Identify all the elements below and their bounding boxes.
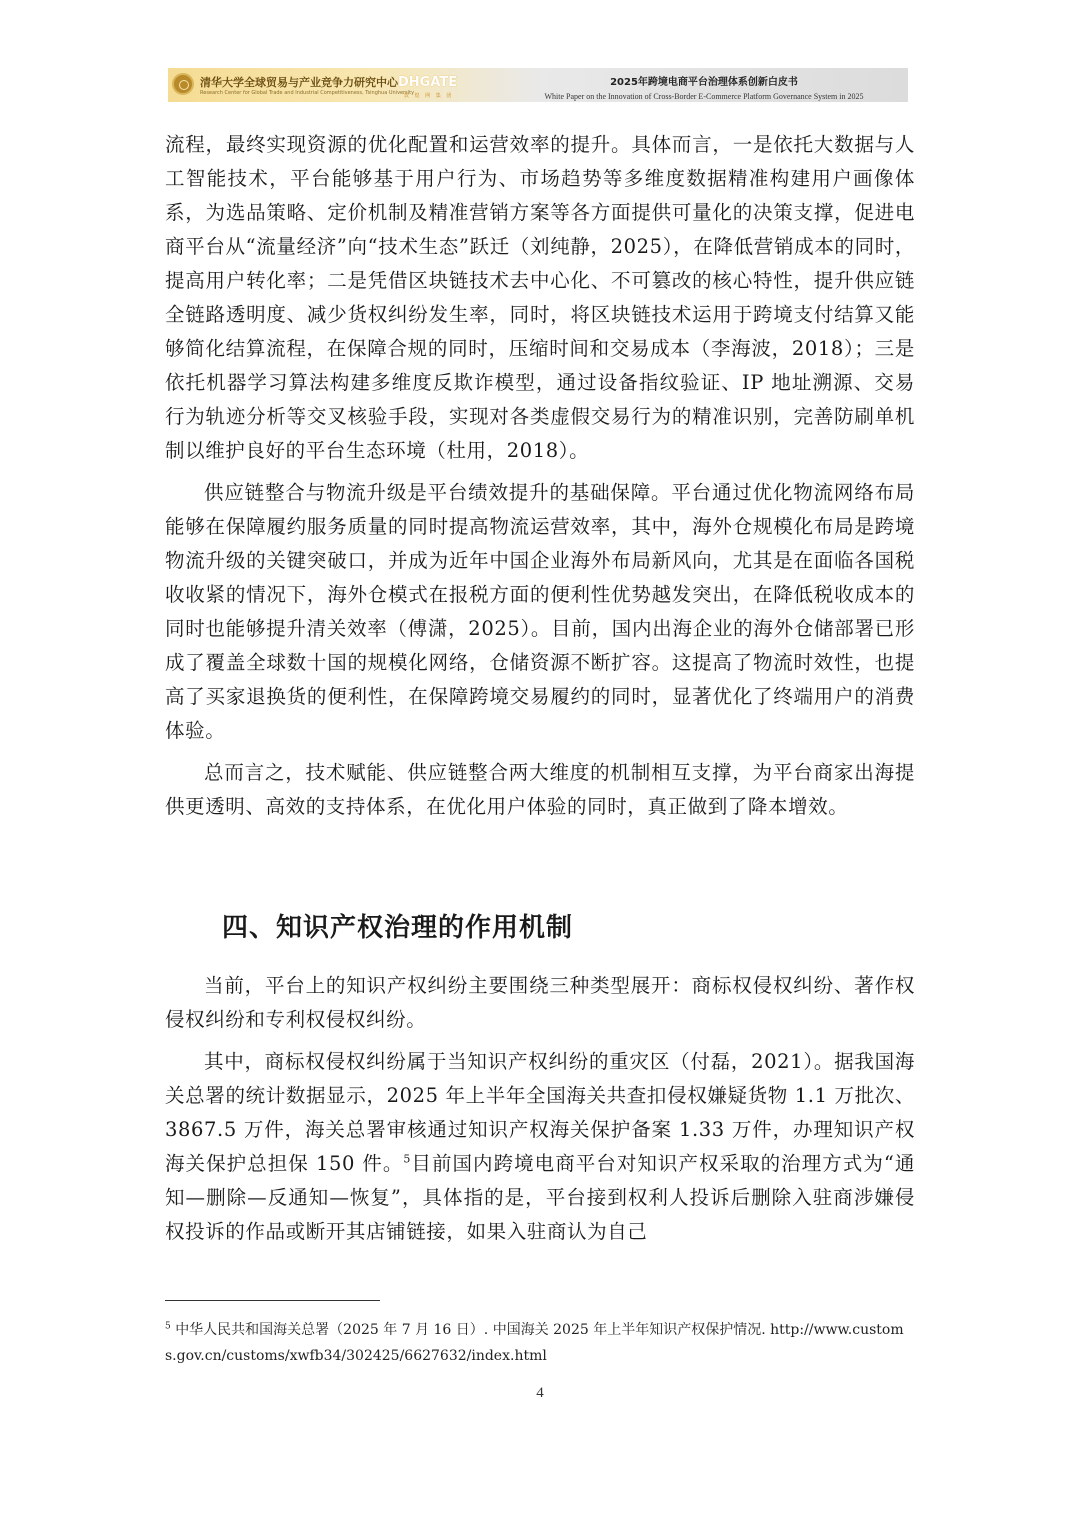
footnote [165,1317,910,1369]
paragraph-5-part-a: 其中，商标权侵权纠纷属于当知识产权纠纷的重灾区（付磊，2021）。据我国海关总署的统计数据显示，2025 年上半年全国海关共查扣侵权嫌疑货物 1.1 万批次、3867.5 万件，海关总署审核通过知识产权海关保护备案 1.33 万件，办理知识产权海关保护总担保 150 件。 [165,1050,915,1175]
paragraph-5 [165,1045,915,1249]
dhgate-subtitle: 敦 煌 网 集 团 [404,93,454,99]
university-seal-icon [172,73,194,95]
section-heading: 四、知识产权治理的作用机制 [222,913,574,943]
doc-title-en: White Paper on the Innovation of Cross-Border E-Commerce Platform Governance System in 2025 [544,92,864,101]
footnote-divider [165,1300,380,1301]
paragraph-2: 供应链整合与物流升级是平台绩效提升的基础保障。平台通过优化物流网络布局能够在保障履约服务质量的同时提高物流运营效率，其中，海外仓规模化布局是跨境物流升级的关键突破口，并成为近年中国企业海外布局新风向，尤其是在面临各国税收收紧的情况下，海外仓模式在报税方面的便利性优势越发突出，在降低税收成本的同时也能够提升清关效率（傅潇，2025）。目前，国内出海企业的海外仓储部署已形成了覆盖全球数十国的规模化网络，仓储资源不断扩容。这提高了物流时效性，也提高了买家退换货的便利性，在保障跨境交易履约的同时，显著优化了终端用户的消费体验。 [165,481,915,742]
org-subtitle: Research Center for Global Trade and Industrial Competitiveness, Tsinghua University [200,90,415,96]
main-content [165,128,915,824]
paragraph-1: 流程，最终实现资源的优化配置和运营效率的提升。具体而言，一是依托大数据与人工智能技术，平台能够基于用户行为、市场趋势等多维度数据精准构建用户画像体系，为选品策略、定价机制及精准营销方案等各方面提供可量化的决策支撑，促进电商平台从“流量经济”向“技术生态”跃迁（刘纯静，2025），在降低营销成本的同时，提高用户转化率；二是凭借区块链技术去中心化、不可篡改的核心特性，提升供应链全链路透明度、减少货权纠纷发生率，同时，将区块链技术运用于跨境支付结算又能够简化结算流程，在保障合规的同时，压缩时间和交易成本（李海波，2018）；三是依托机器学习算法构建多维度反欺诈模型，通过设备指纹验证、IP 地址溯源、交易行为轨迹分析等交叉核验手段，实现对各类虚假交易行为的精准识别，完善防刷单机制以维护良好的平台生态环境（杜用，2018）。 [165,133,915,462]
doc-title-cn: 2025年跨境电商平台治理体系创新白皮书 [610,77,798,88]
org-name: 清华大学全球贸易与产业竞争力研究中心 [200,76,398,89]
header-title-block [534,73,874,101]
paragraph-4: 当前，平台上的知识产权纠纷主要围绕三种类型展开：商标权侵权纠纷、著作权侵权纠纷和专利权侵权纠纷。 [165,974,915,1031]
page-header [168,68,908,102]
paragraph-5-part-b: 目前国内跨境电商平台对知识产权采取的治理方式为“通知—删除—反通知—恢复”，具体指的是，平台接到权利人投诉后删除入驻商涉嫌侵权投诉的作品或断开其店铺链接，如果入驻商认为自己 [165,1152,915,1243]
header-logos [172,71,532,101]
footnote-text: 中华人民共和国海关总署（2025 年 7 月 16 日）. 中国海关 2025 年上半年知识产权保护情况. http://www.customs.gov.cn/customs/xwfb34/302425/6627632/index.html [165,1322,904,1364]
footnote-reference[interactable]: 5 [403,1152,411,1166]
paragraph-3: 总而言之，技术赋能、供应链整合两大维度的机制相互支撑，为平台商家出海提供更透明、高效的支持体系，在优化用户体验的同时，真正做到了降本增效。 [165,761,915,818]
page-number: 4 [536,1385,544,1401]
dhgate-logo: DHGATE [398,75,458,90]
footnote-number: 5 [165,1321,171,1332]
section-content [165,969,915,1249]
